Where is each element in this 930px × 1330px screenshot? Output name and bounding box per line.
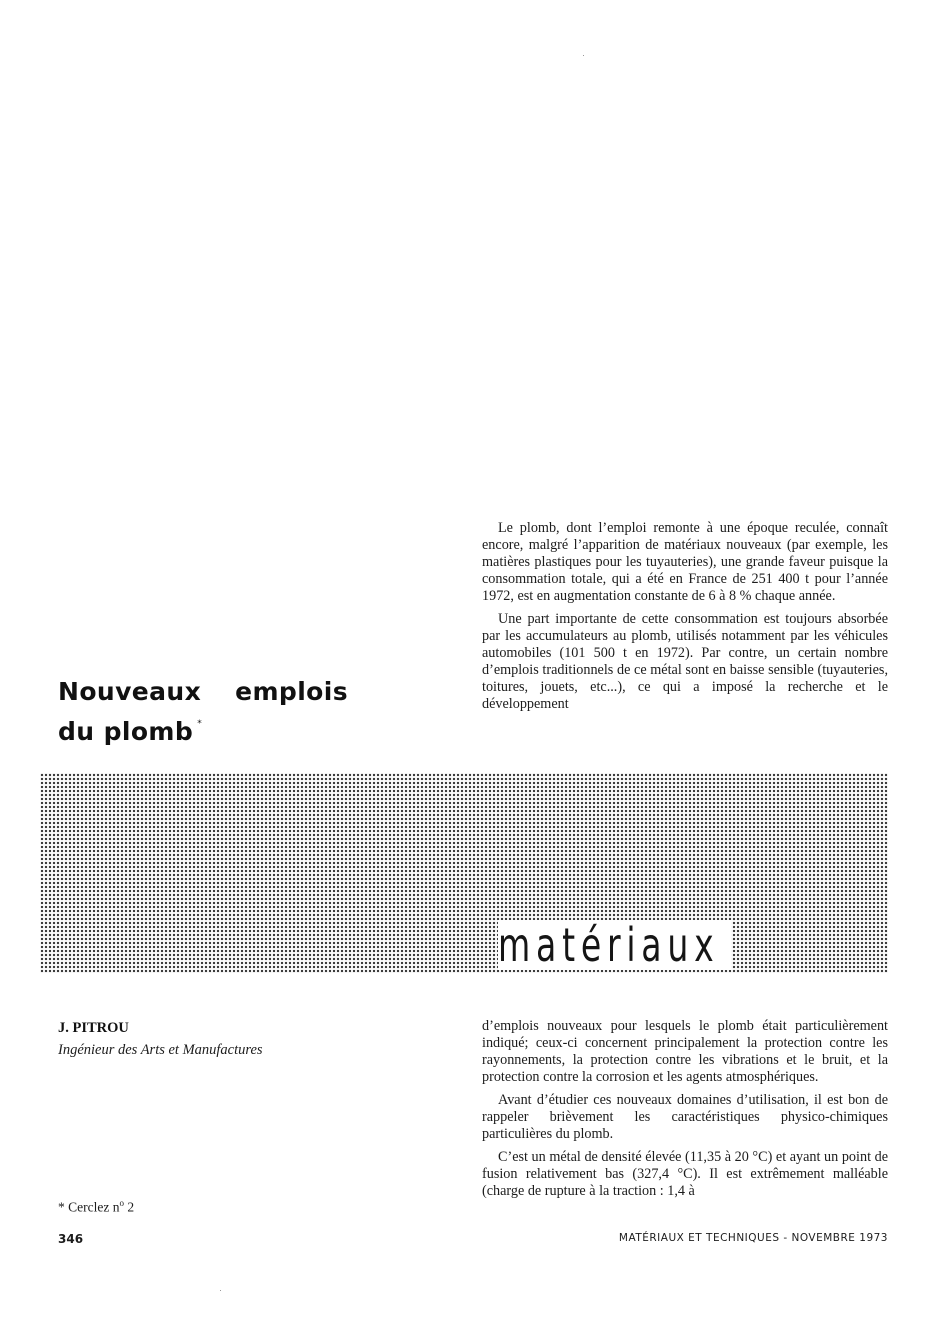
title-footnote-marker: * bbox=[197, 719, 203, 729]
footnote-number: 2 bbox=[127, 1199, 135, 1215]
footnote bbox=[58, 1198, 134, 1216]
footnote-superscript: o bbox=[119, 1198, 124, 1208]
page-number: 346 bbox=[58, 1232, 84, 1246]
intro-paragraph-1: Le plomb, dont l’emploi remonte à une époque reculée, connaît encore, malgré l’apparition de matériaux nouveaux (par exemple, les matières plastiques pour les tuyauteries), une grande faveur puisque la consommation totale, qui a été en France de 251 400 t pour l’année 1972, est en augmentation constante de 6 à 8 % chaque année. bbox=[482, 520, 888, 604]
section-banner-halftone bbox=[40, 773, 888, 973]
intro-text bbox=[482, 520, 888, 719]
body-paragraph-3: C’est un métal de densité élevée (11,35 à 20 °C) et ayant un point de fusion relativement bas (327,4 °C). Il est extrêmement malléable (charge de rupture à la traction : 1,4 à bbox=[482, 1149, 888, 1199]
body-paragraph-2: Avant d’étudier ces nouveaux domaines d’utilisation, il est bon de rappeler brièvement les caractéristiques physico-chimiques particulières du plomb. bbox=[482, 1092, 888, 1142]
scan-speck bbox=[220, 1290, 221, 1291]
running-footer: MATÉRIAUX ET TECHNIQUES - NOVEMBRE 1973 bbox=[618, 1232, 888, 1244]
body-paragraph-1: d’emplois nouveaux pour lesquels le plomb était particulièrement indiqué; ceux-ci concernent principalement la protection contre les rayonnements, la protection contre les vibrations et le bruit, et la protection contre la corrosion et les agents atmosphériques. bbox=[482, 1018, 888, 1085]
footnote-text: * Cerclez n bbox=[58, 1199, 120, 1215]
section-banner-label: matériaux bbox=[498, 920, 731, 970]
title-line-2 bbox=[58, 708, 388, 748]
scan-speck bbox=[583, 55, 584, 56]
title-line-2-text: du plomb bbox=[58, 717, 194, 746]
article-title bbox=[58, 676, 388, 748]
author-title: Ingénieur des Arts et Manufactures bbox=[58, 1042, 263, 1058]
author-name: J. PITROU bbox=[58, 1020, 129, 1036]
intro-paragraph-2: Une part importante de cette consommation est toujours absorbée par les accumulateurs au plomb, utilisés notamment par les véhicules automobiles (101 500 t en 1972). Par contre, un certain nombre d’emplois traditionnels de ce métal sont en baisse sensible (tuyauteries, toitures, jouets, etc...), ce qui a imposé la recherche et le développement bbox=[482, 611, 888, 712]
body-text bbox=[482, 1018, 888, 1206]
title-line-1: Nouveaux emplois bbox=[58, 677, 348, 706]
